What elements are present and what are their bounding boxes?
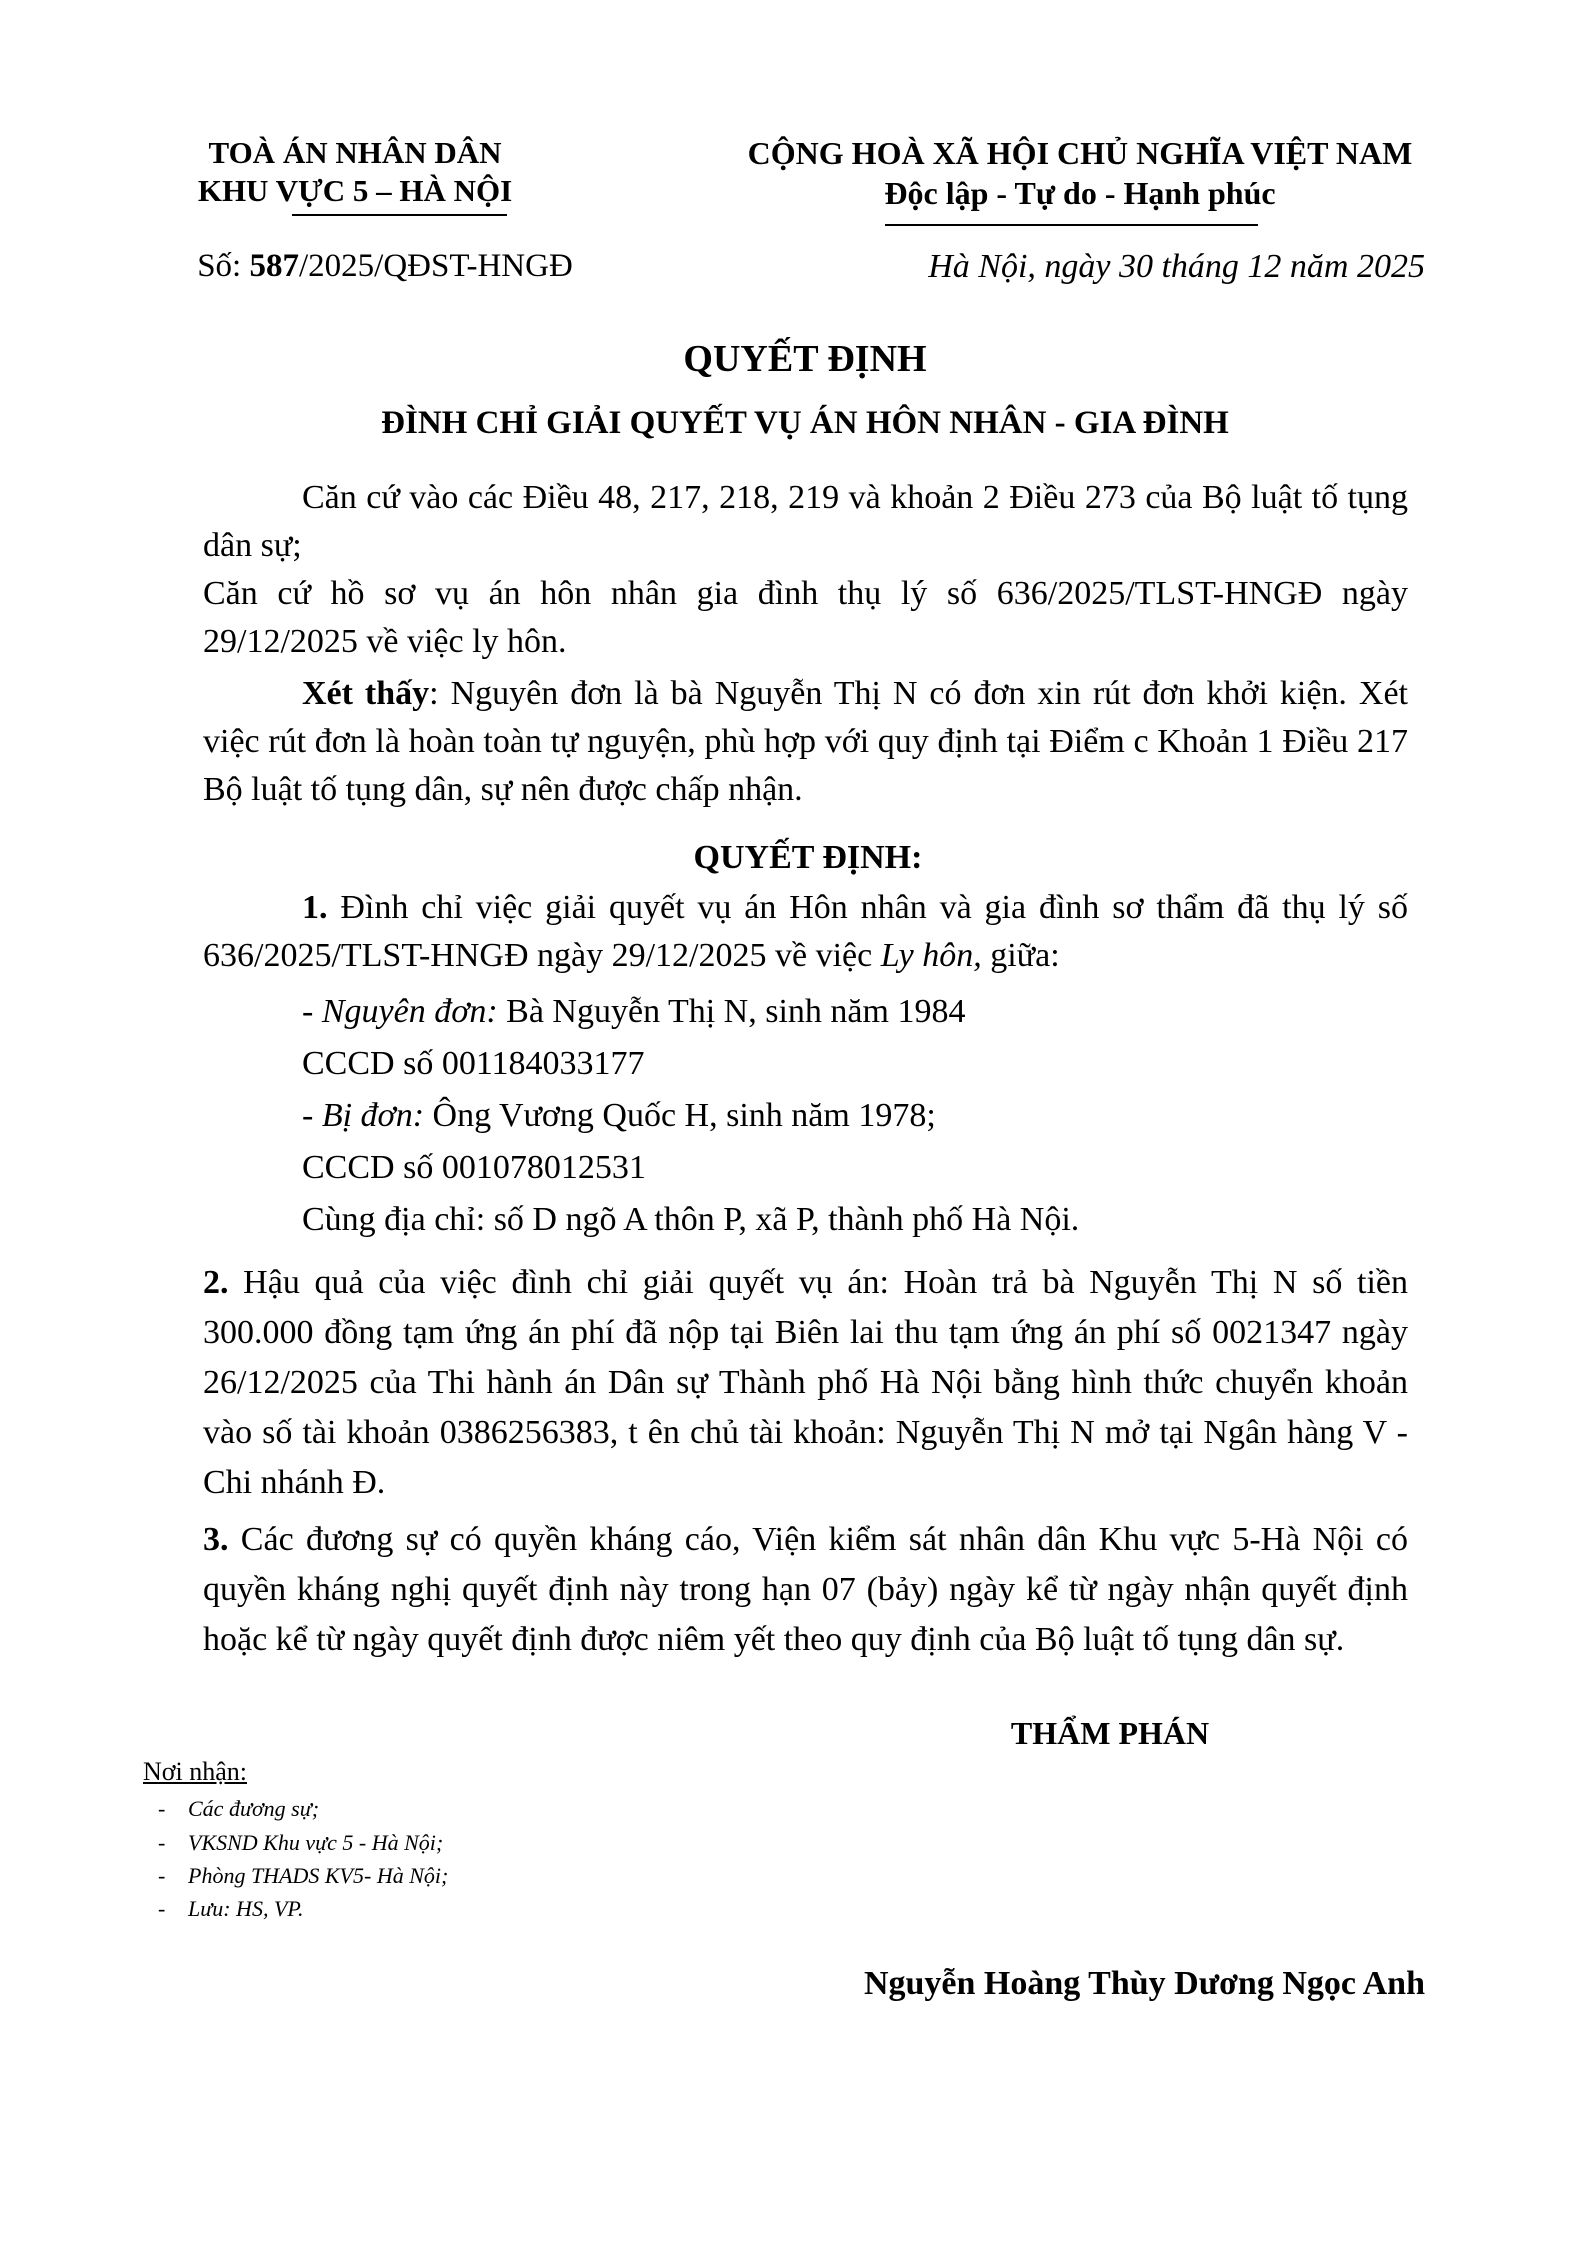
signer-role: THẨM PHÁN [1010,1715,1210,1751]
defendant-id: CCCD số 001078012531 [302,1149,646,1186]
document-subtitle: ĐÌNH CHỈ GIẢI QUYẾT VỤ ÁN HÔN NHÂN - GIA ĐÌNH [381,405,1229,441]
place-date: Hà Nội, ngày 30 tháng 12 năm 2025 [928,248,1425,285]
court-underline [292,214,507,216]
recipients-label: Nơi nhận: [143,1757,248,1786]
decision-heading: QUYẾT ĐỊNH: [693,839,923,876]
recipient-item: - Các đương sự; [158,1796,320,1821]
signer-name: Nguyễn Hoàng Thùy Dương Ngọc Anh [863,1965,1425,2002]
basis-paragraph-2: Căn cứ hồ sơ vụ án hôn nhân gia đình thụ lý số 636/2025/TLST-HNGĐ ngày 29/12/2025 về việc ly hôn. [203,575,1408,660]
document-title: QUYẾT ĐỊNH [683,338,927,380]
court-name-line2: KHU VỰC 5 – HÀ NỘI [197,173,513,208]
decision-item-2: 2. Hậu quả của việc đình chỉ giải quyết vụ án: Hoàn trả bà Nguyễn Thị N số tiền 300.000 đồng tạm ứng án phí đã nộp tại Biên lai thu tạm ứng án phí số 0021347 ngày 26/12/2025 của Thi hành án Dân sự Thành phố Hà Nội bằng hình thức chuyển khoản vào số tài khoản 0386256383, t ên chủ tài khoản: Nguyễn Thị N mở tại Ngân hàng V - Chi nhánh Đ. [203,1264,1408,1501]
shared-address: Cùng địa chỉ: số D ngõ A thôn P, xã P, thành phố Hà Nội. [302,1201,1080,1238]
plaintiff-line: - Nguyên đơn: Bà Nguyễn Thị N, sinh năm 1984 [302,993,966,1030]
national-motto: Độc lập - Tự do - Hạnh phúc [884,175,1276,211]
motto-underline [885,224,1258,226]
recipient-item: - VKSND Khu vực 5 - Hà Nội; [158,1830,444,1855]
basis-paragraph-1: Căn cứ vào các Điều 48, 217, 218, 219 và khoản 2 Điều 273 của Bộ luật tố tụng dân sự; [203,479,1408,564]
court-name-line1: TOÀ ÁN NHÂN DÂN [208,135,502,170]
decision-item-1: 1. Đình chỉ việc giải quyết vụ án Hôn nhân và gia đình sơ thẩm đã thụ lý số 636/2025/TLST-HNGĐ ngày 29/12/2025 về việc Ly hôn, giữa: [203,889,1408,974]
plaintiff-id: CCCD số 001184033177 [302,1045,645,1082]
national-title: CỘNG HOÀ XÃ HỘI CHỦ NGHĨA VIỆT NAM [747,135,1413,171]
decision-item-3: 3. Các đương sự có quyền kháng cáo, Viện kiểm sát nhân dân Khu vực 5-Hà Nội có quyền kháng nghị quyết định này trong hạn 07 (bảy) ngày kể từ ngày nhận quyết định hoặc kể từ ngày quyết định được niêm yết theo quy định của Bộ luật tố tụng dân sự. [203,1521,1408,1658]
considering-paragraph: Xét thấy: Nguyên đơn là bà Nguyễn Thị N có đơn xin rút đơn khởi kiện. Xét việc rút đơn là hoàn toàn tự nguyện, phù hợp với quy định tại Điểm c Khoản 1 Điều 217 Bộ luật tố tụng dân, sự nên được chấp nhận. [203,675,1408,808]
recipient-item: - Lưu: HS, VP. [158,1896,304,1921]
defendant-line: - Bị đơn: Ông Vương Quốc H, sinh năm 1978; [302,1097,936,1134]
recipient-item: - Phòng THADS KV5- Hà Nội; [158,1863,449,1888]
document-number: Số: 587/2025/QĐST-HNGĐ [197,248,573,284]
